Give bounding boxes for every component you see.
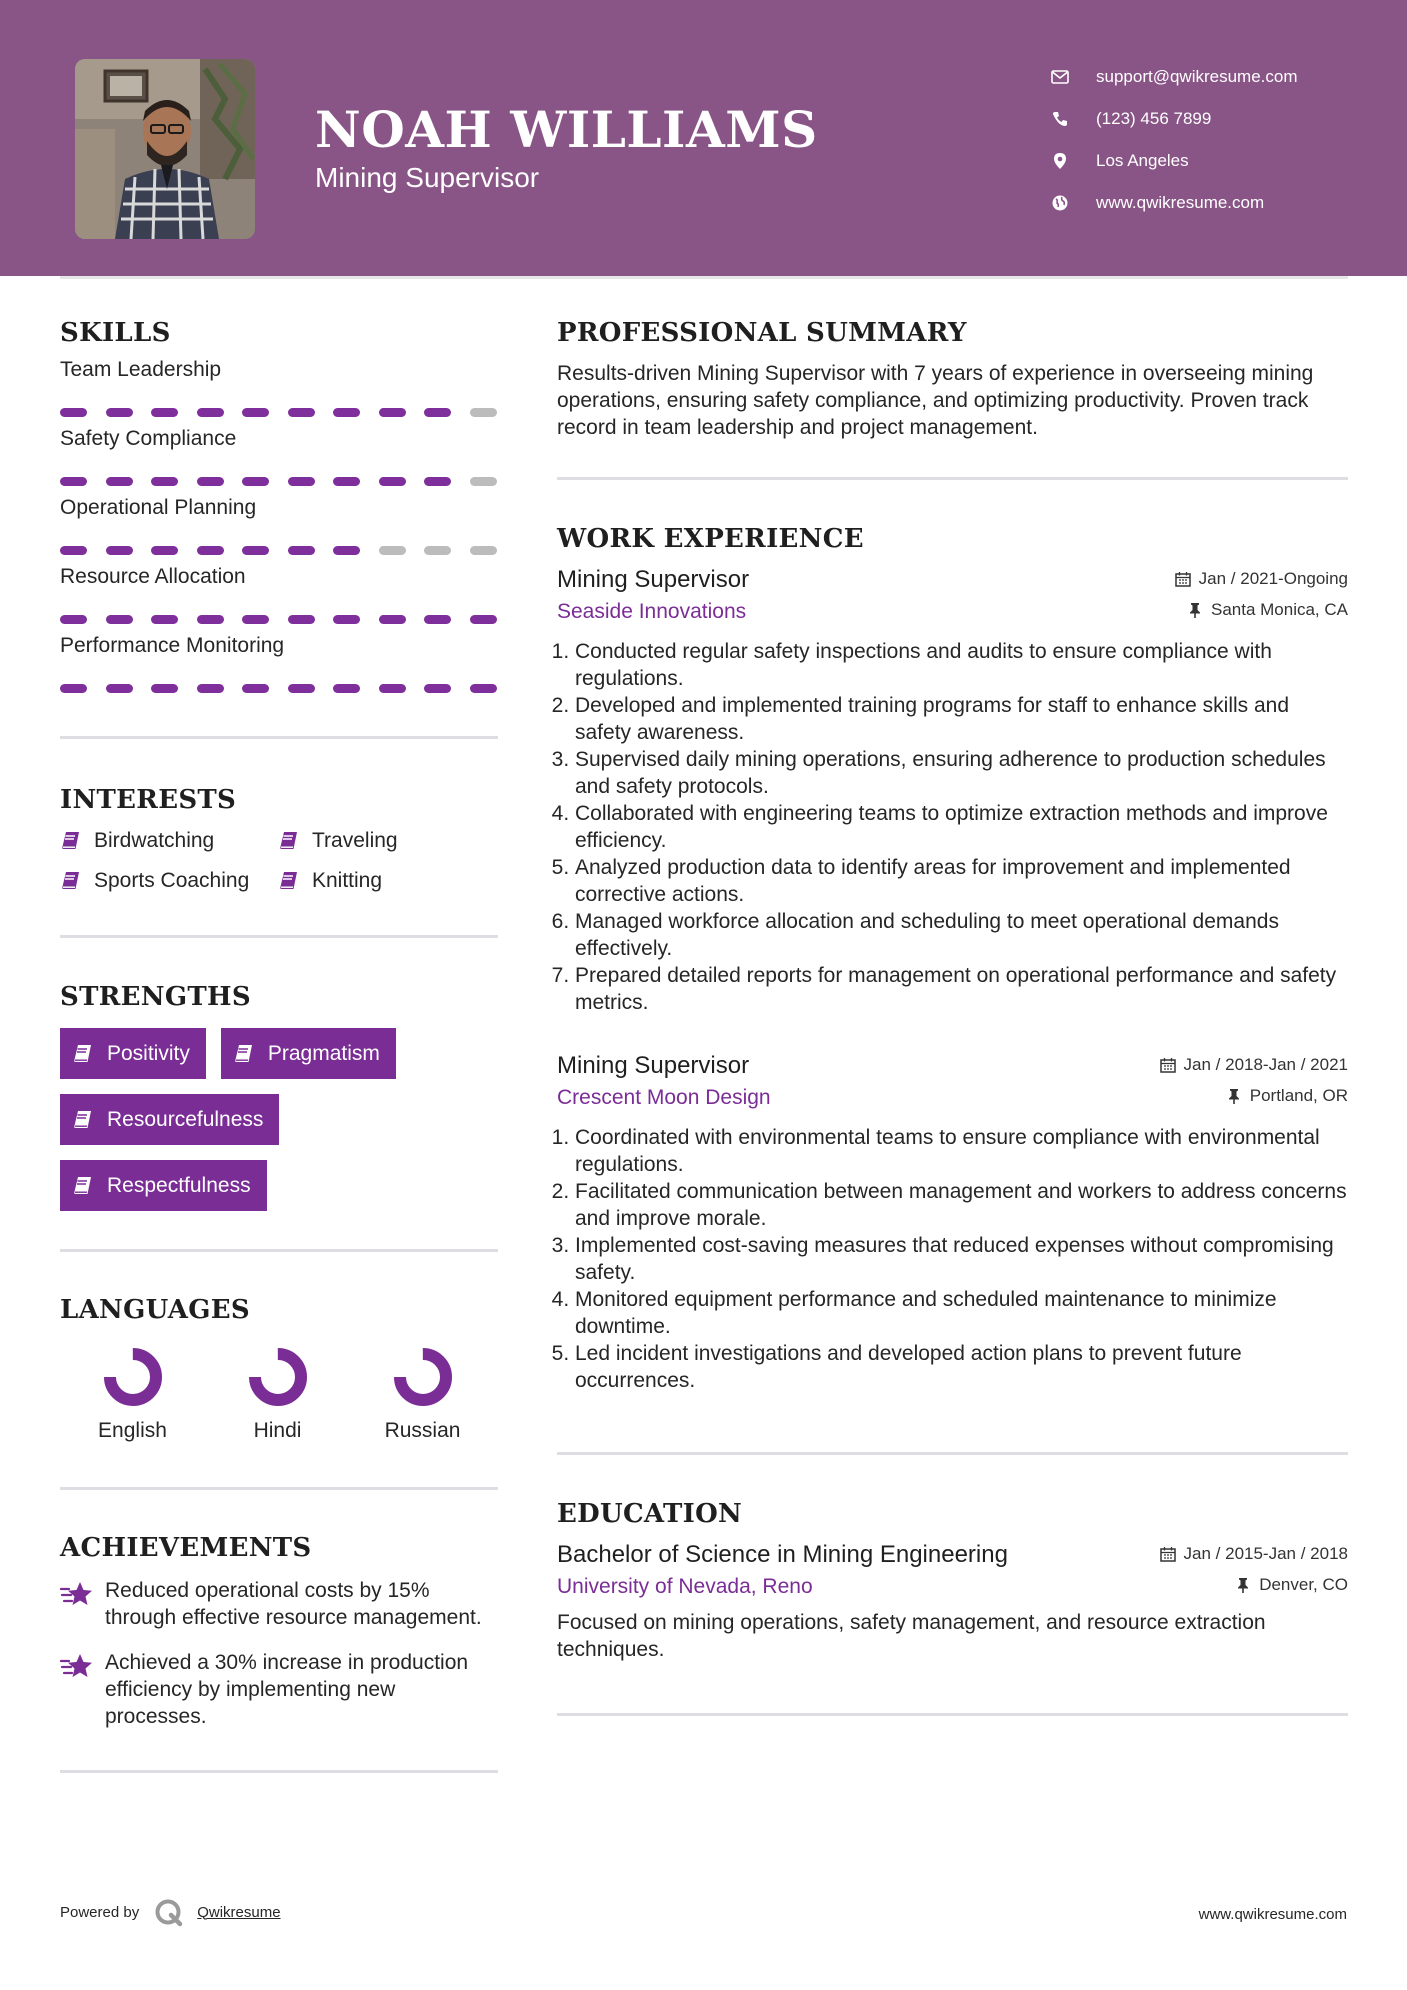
qwikresume-link[interactable]: Qwikresume: [197, 1903, 281, 1921]
contact-location-text: Los Angeles: [1096, 151, 1189, 170]
language-name: Hindi: [253, 1419, 302, 1442]
achievement-item: [60, 1649, 498, 1730]
job-bullets: [557, 638, 1348, 1016]
skill-rating-dot: [151, 408, 178, 417]
skill-rating-dot: [106, 477, 133, 486]
achievement-text: Achieved a 30% increase in production efficiency by implementing new processes.: [105, 1651, 469, 1728]
skill-rating-dot: [333, 684, 360, 693]
job-entry: [557, 1052, 1348, 1394]
globe-icon: [1050, 193, 1070, 213]
skill-rating-dot: [424, 477, 451, 486]
skill-rating: [60, 408, 498, 417]
contact-phone[interactable]: [1050, 98, 1298, 140]
skill-rating-dot: [197, 477, 224, 486]
achievement-item: [60, 1577, 498, 1631]
job-bullet: 4. Collaborated with engineering teams to optimize extraction methods and improve efficiency.: [575, 800, 1348, 854]
skill-rating-dot: [60, 546, 87, 555]
experience-list: [557, 566, 1348, 1394]
skill-rating-dot: [333, 408, 360, 417]
skill-rating-dot: [288, 477, 315, 486]
skill-rating-dot: [106, 615, 133, 624]
job-head: [557, 566, 1348, 594]
job-bullet: 3. Implemented cost-saving measures that reduced expenses without compromising safety.: [575, 1232, 1348, 1286]
job-location: [1187, 600, 1348, 620]
job-bullet: 2. Developed and implemented training programs for staff to enhance skills and safety awareness.: [575, 692, 1348, 746]
languages-heading: LANGUAGES: [60, 1295, 250, 1325]
language-item: [60, 1347, 205, 1443]
skill-rating: [60, 546, 498, 555]
strength-tag: [221, 1028, 396, 1079]
divider: [60, 1249, 498, 1252]
candidate-title: Mining Supervisor: [315, 162, 540, 193]
skill-rating-dot: [379, 408, 406, 417]
interest-item: [60, 869, 278, 893]
strength-tag: [60, 1160, 267, 1211]
skill-rating-dot: [379, 477, 406, 486]
skills-heading: SKILLS: [60, 318, 171, 348]
strength-label: Positivity: [107, 1041, 190, 1065]
language-proficiency-arc: [110, 1354, 156, 1400]
qwikresume-logo-icon: [153, 1897, 183, 1927]
contact-list: [1050, 56, 1298, 224]
summary-heading: PROFESSIONAL SUMMARY: [557, 318, 967, 348]
skill-name: Safety Compliance: [60, 427, 237, 450]
skill-rating-dot: [242, 684, 269, 693]
divider: [60, 1770, 498, 1773]
skill-rating-dot: [242, 477, 269, 486]
skill-rating-dot: [60, 684, 87, 693]
skill-rating: [60, 684, 498, 693]
skill-rating-dot: [106, 684, 133, 693]
skill-rating-dot: [60, 408, 87, 417]
achievement-text: Reduced operational costs by 15% through effective resource management.: [105, 1579, 482, 1629]
job-bullet: 2. Facilitated communication between management and workers to address concerns and improve morale.: [575, 1178, 1348, 1232]
skill-item: [60, 496, 498, 555]
skill-item: [60, 358, 498, 417]
summary-section: [557, 318, 1348, 441]
skill-rating-dot: [151, 684, 178, 693]
calendar-icon: [1160, 1057, 1184, 1073]
interest-item: [278, 829, 478, 853]
education-degree: Bachelor of Science in Mining Engineering: [557, 1541, 1008, 1568]
skill-rating-dot: [424, 615, 451, 624]
education-location: [1235, 1575, 1348, 1595]
skill-rating-dot: [242, 615, 269, 624]
skill-rating: [60, 477, 498, 486]
book-icon: [233, 1043, 255, 1065]
contact-phone-text: (123) 456 7899: [1096, 109, 1212, 128]
language-name: English: [98, 1419, 167, 1442]
education-section: [557, 1499, 1348, 1663]
job-location-text: Portland, OR: [1249, 1086, 1348, 1105]
skill-rating-dot: [424, 546, 451, 555]
job-role: Mining Supervisor: [557, 566, 750, 593]
job-bullets: [557, 1124, 1348, 1394]
phone-icon: [1050, 109, 1070, 129]
skill-rating-dot: [106, 408, 133, 417]
skill-rating-dot: [379, 684, 406, 693]
strengths-section: [60, 982, 498, 1211]
book-icon: [72, 1109, 94, 1131]
skill-rating-dot: [470, 615, 497, 624]
divider: [60, 935, 498, 938]
interest-label: Sports Coaching: [94, 869, 250, 892]
interest-item: [60, 829, 278, 853]
interest-label: Birdwatching: [94, 829, 215, 852]
skill-rating-dot: [242, 408, 269, 417]
skill-rating-dot: [242, 546, 269, 555]
achievements-section: [60, 1533, 498, 1730]
pushpin-icon: [1235, 1577, 1251, 1593]
skill-item: [60, 634, 498, 693]
skill-rating-dot: [333, 546, 360, 555]
achievements-heading: ACHIEVEMENTS: [60, 1533, 312, 1563]
job-company: Crescent Moon Design: [557, 1086, 771, 1109]
skill-rating-dot: [379, 546, 406, 555]
job-dates: [1175, 569, 1348, 589]
profile-photo: [75, 59, 255, 239]
book-icon: [72, 1043, 94, 1065]
book-icon: [278, 870, 300, 892]
footer-powered: [60, 1897, 281, 1927]
contact-email-text: support@qwikresume.com: [1096, 67, 1298, 86]
divider: [557, 1452, 1348, 1455]
language-proficiency-arc: [400, 1354, 446, 1400]
job-bullet: 6. Managed workforce allocation and scheduling to meet operational demands effectively.: [575, 908, 1348, 962]
skill-rating-dot: [288, 408, 315, 417]
job-bullet: 5. Analyzed production data to identify areas for improvement and implemented corrective actions.: [575, 854, 1348, 908]
education-sub: [557, 1575, 1348, 1599]
calendar-icon: [1175, 571, 1199, 587]
skill-rating-dot: [424, 684, 451, 693]
divider: [557, 477, 1348, 480]
strength-label: Respectfulness: [107, 1173, 251, 1197]
education-location-text: Denver, CO: [1259, 1575, 1348, 1594]
skill-rating-dot: [60, 477, 87, 486]
skill-rating-dot: [151, 615, 178, 624]
language-name: Russian: [384, 1419, 461, 1442]
job-bullet: 1. Conducted regular safety inspections and audits to ensure compliance with regulations.: [575, 638, 1348, 692]
skill-item: [60, 565, 498, 624]
strength-label: Pragmatism: [267, 1041, 380, 1065]
strengths-heading: STRENGTHS: [60, 982, 251, 1012]
languages-list: [60, 1347, 498, 1443]
language-item: [205, 1347, 350, 1443]
strength-label: Resourcefulness: [107, 1107, 264, 1131]
skill-item: [60, 427, 498, 486]
skill-rating-dot: [197, 615, 224, 624]
skill-rating-dot: [60, 615, 87, 624]
footer-url[interactable]: www.qwikresume.com: [1198, 1906, 1347, 1923]
skill-rating-dot: [197, 408, 224, 417]
job-location: [1226, 1086, 1348, 1106]
job-bullet: 5. Led incident investigations and developed action plans to prevent future occurrences.: [575, 1340, 1348, 1394]
powered-by-label: Powered by: [60, 1903, 140, 1921]
candidate-name: NOAH WILLIAMS: [315, 100, 818, 159]
language-item: [350, 1347, 495, 1443]
envelope-icon: [1050, 67, 1070, 87]
education-school: University of Nevada, Reno: [557, 1575, 813, 1598]
language-proficiency-ring: [248, 1347, 308, 1407]
education-dates-text: Jan / 2015-Jan / 2018: [1183, 1544, 1348, 1563]
language-proficiency-ring: [103, 1347, 163, 1407]
languages-section: [60, 1295, 498, 1443]
pushpin-icon: [1226, 1088, 1250, 1104]
skill-rating-dot: [151, 477, 178, 486]
strengths-list: [60, 1028, 490, 1211]
interests-list: [60, 829, 498, 893]
interests-section: [60, 785, 498, 893]
job-dates-text: Jan / 2018-Jan / 2021: [1183, 1055, 1348, 1074]
skill-rating-dot: [197, 546, 224, 555]
skill-rating-dot: [197, 684, 224, 693]
interests-heading: INTERESTS: [60, 785, 237, 815]
skill-name: Operational Planning: [60, 496, 257, 519]
job-dates: [1160, 1055, 1348, 1075]
book-icon: [72, 1175, 94, 1197]
skill-rating-dot: [470, 546, 497, 555]
skill-rating-dot: [470, 408, 497, 417]
pushpin-icon: [1187, 602, 1211, 618]
skills-section: [60, 318, 498, 693]
skill-rating-dot: [288, 615, 315, 624]
shooting-star-icon: [60, 1651, 94, 1681]
experience-section: [557, 524, 1348, 1394]
book-icon: [60, 830, 82, 852]
job-location-text: Santa Monica, CA: [1210, 600, 1348, 619]
calendar-icon: [1160, 1546, 1176, 1562]
experience-heading: WORK EXPERIENCE: [557, 524, 864, 554]
book-icon: [278, 830, 300, 852]
job-bullet: 4. Monitored equipment performance and scheduled maintenance to minimize downtime.: [575, 1286, 1348, 1340]
job-bullet: 1. Coordinated with environmental teams to ensure compliance with environmental regulations.: [575, 1124, 1348, 1178]
skill-rating-dot: [288, 684, 315, 693]
skill-rating-dot: [151, 546, 178, 555]
language-proficiency-ring: [393, 1347, 453, 1407]
job-bullet: 3. Supervised daily mining operations, ensuring adherence to production schedules and safety protocols.: [575, 746, 1348, 800]
job-company: Seaside Innovations: [557, 600, 747, 623]
education-description: Focused on mining operations, safety management, and resource extraction techniques.: [557, 1611, 1266, 1661]
job-sub: [557, 1086, 1348, 1110]
skill-rating-dot: [106, 546, 133, 555]
skill-rating-dot: [288, 546, 315, 555]
contact-location: [1050, 140, 1298, 182]
skill-rating-dot: [333, 477, 360, 486]
strength-tag: [60, 1028, 206, 1079]
divider: [557, 1713, 1348, 1716]
divider: [60, 736, 498, 739]
job-entry: [557, 566, 1348, 1016]
contact-email[interactable]: [1050, 56, 1298, 98]
skill-rating-dot: [333, 615, 360, 624]
skills-list: [60, 358, 498, 693]
job-bullet: 7. Prepared detailed reports for management on operational performance and safety metrics.: [575, 962, 1348, 1016]
resume-header: [0, 0, 1407, 276]
achievements-list: [60, 1577, 498, 1730]
interest-item: [278, 869, 478, 893]
book-icon: [60, 870, 82, 892]
summary-text: Results-driven Mining Supervisor with 7 years of experience in overseeing mining operations, ensuring safety compliance, and optimizing productivity. Proven track record in team leadership and project management.: [557, 362, 1314, 439]
skill-rating: [60, 615, 498, 624]
job-sub: [557, 600, 1348, 624]
contact-website[interactable]: [1050, 182, 1298, 224]
job-dates-text: Jan / 2021-Ongoing: [1198, 569, 1348, 588]
education-dates: [1160, 1544, 1348, 1564]
skill-name: Resource Allocation: [60, 565, 246, 588]
skill-rating-dot: [379, 615, 406, 624]
language-proficiency-arc: [255, 1354, 301, 1400]
skill-rating-dot: [470, 684, 497, 693]
right-column: [557, 318, 1348, 1716]
job-head: [557, 1052, 1348, 1080]
shooting-star-icon: [60, 1579, 94, 1609]
skill-rating-dot: [470, 477, 497, 486]
divider: [60, 1487, 498, 1490]
interest-label: Knitting: [312, 869, 383, 892]
job-role: Mining Supervisor: [557, 1052, 750, 1079]
strength-tag: [60, 1094, 279, 1145]
contact-website-text: www.qwikresume.com: [1096, 193, 1265, 212]
header-divider: [60, 276, 1348, 279]
interest-label: Traveling: [312, 829, 398, 852]
left-column: [60, 318, 498, 1773]
education-heading: EDUCATION: [557, 1499, 743, 1529]
skill-name: Performance Monitoring: [60, 634, 285, 657]
skill-rating-dot: [424, 408, 451, 417]
education-head: [557, 1541, 1348, 1569]
skill-name: Team Leadership: [60, 358, 222, 381]
map-pin-icon: [1050, 151, 1070, 171]
